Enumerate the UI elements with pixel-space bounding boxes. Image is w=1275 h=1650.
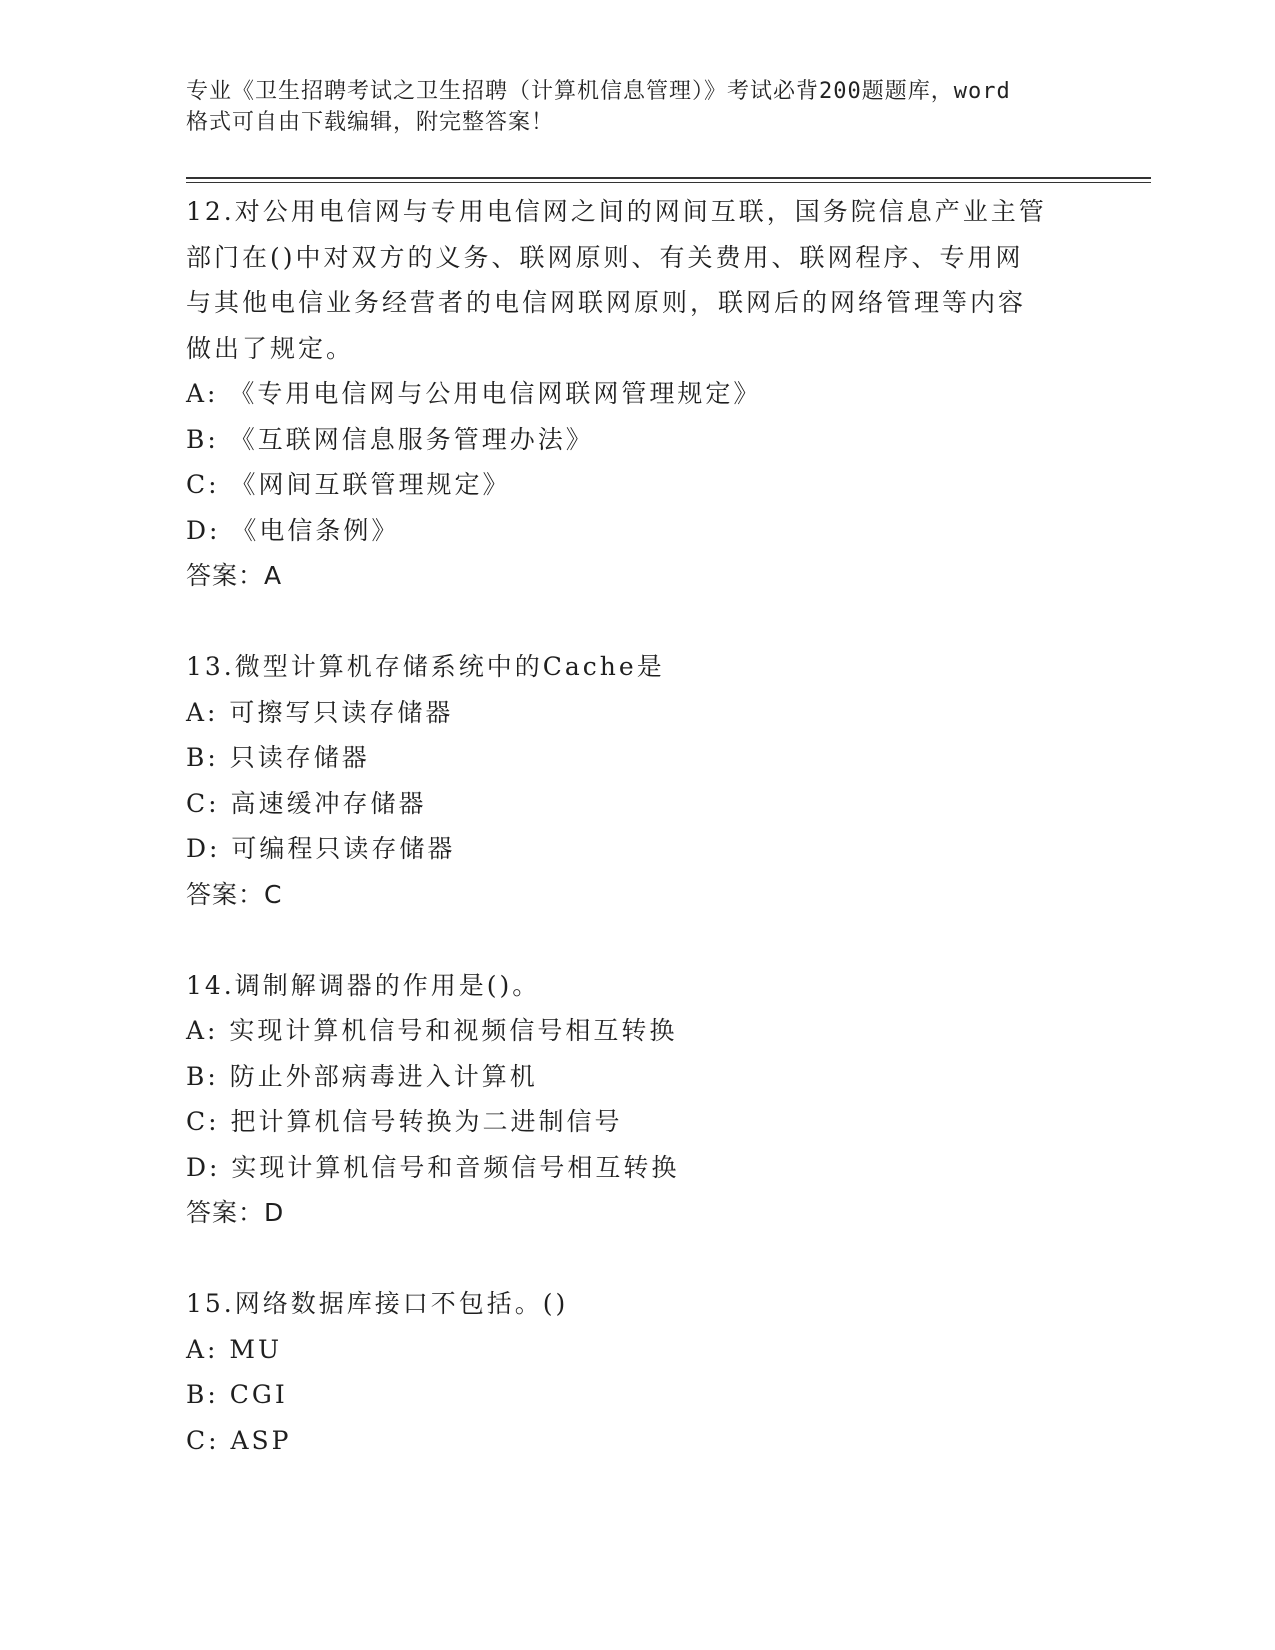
question-stem-line: 做出了规定。 [186,333,355,363]
question-stem-line: 14.调制解调器的作用是()。 [186,970,541,1000]
option-c: C: ASP [186,1425,292,1455]
document-header [186,76,1086,138]
question-stem-line: 12.对公用电信网与专用电信网之间的网间互联，国务院信息产业主管 [186,197,1047,226]
question-list [186,189,1086,1463]
question-stem-line: 13.微型计算机存储系统中的Cache是 [186,652,665,681]
question-12 [186,189,1086,599]
option-b: B: 只读存储器 [186,743,370,772]
option-a: A: 可擦写只读存储器 [186,697,454,727]
option-c: C: 高速缓冲存储器 [186,788,427,818]
question-13 [186,644,1086,917]
option-c: C: 把计算机信号转换为二进制信号 [186,1107,623,1136]
header-line-1: 专业《卫生招聘考试之卫生招聘（计算机信息管理）》考试必背200题题库，word [186,79,1011,104]
answer-label: 答案：C [186,879,283,909]
option-c: C: 《网间互联管理规定》 [186,470,511,499]
option-a: A: 《专用电信网与公用电信网联网管理规定》 [186,379,762,408]
option-a: A: MU [186,1334,283,1364]
option-d: D: 《电信条例》 [186,515,400,545]
header-divider-thick [186,177,1151,179]
option-b: B: 《互联网信息服务管理办法》 [186,424,594,454]
question-14 [186,963,1086,1236]
question-gap [186,599,1086,645]
answer-label: 答案：D [186,1198,285,1227]
question-gap [186,917,1086,963]
question-gap [186,1236,1086,1282]
answer-label: 答案：A [186,561,283,590]
question-stem-line: 部门在()中对双方的义务、联网原则、有关费用、联网程序、专用网 [186,242,1024,272]
header-divider-thin [186,182,1151,183]
option-a: A: 实现计算机信号和视频信号相互转换 [186,1016,678,1045]
header-line-2: 格式可自由下载编辑，附完整答案！ [186,110,555,135]
option-d: D: 实现计算机信号和音频信号相互转换 [186,1152,680,1182]
question-stem-line: 与其他电信业务经营者的电信网联网原则，联网后的网络管理等内容 [186,288,1027,317]
question-stem-line: 15.网络数据库接口不包括。() [186,1289,569,1318]
option-d: D: 可编程只读存储器 [186,834,456,863]
question-15 [186,1281,1086,1463]
option-b: B: 防止外部病毒进入计算机 [186,1061,538,1091]
option-b: B: CGI [186,1380,288,1409]
